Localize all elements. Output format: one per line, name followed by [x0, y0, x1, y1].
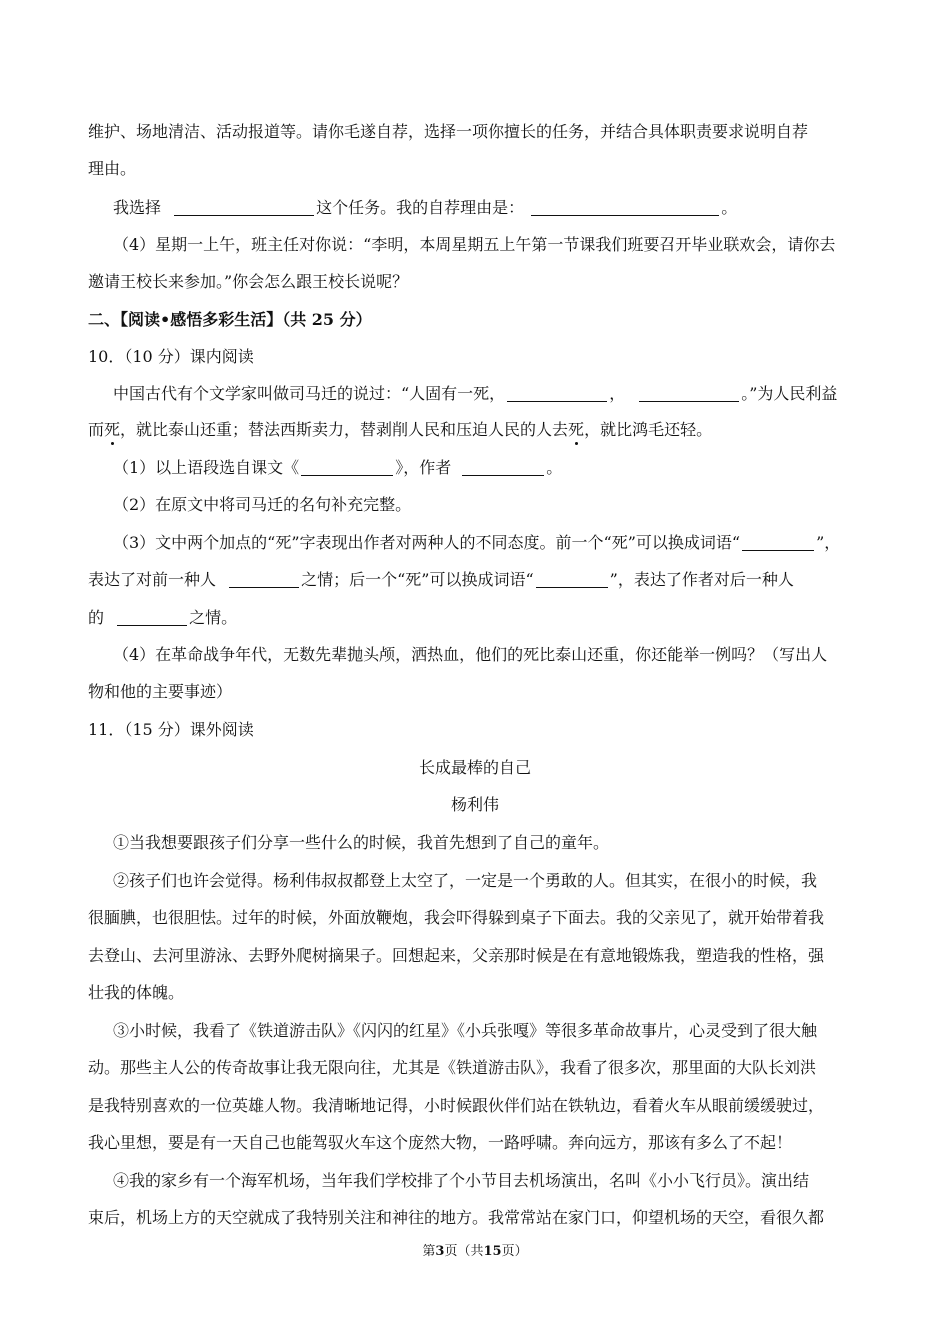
answer-blank[interactable] — [117, 609, 187, 626]
paragraph-line: 动。那些主人公的传奇故事让我无限向往，尤其是《铁道游击队》，我看了很多次，那里面的大队长刘洪 — [88, 1058, 817, 1077]
text-line — [113, 456, 893, 480]
paragraph-line: 去登山、去河里游泳、去野外爬树摘果子。回想起来，父亲那时候是在有意地锻炼我，塑造我的性格，强 — [88, 946, 825, 965]
paragraph-line: ③小时候，我看了《铁道游击队》《闪闪的红星》《小兵张嘎》等很多革命故事片，心灵受到了很大触 — [113, 1021, 818, 1040]
text-fragment: ”，表达了作者对后一种人 — [609, 570, 794, 589]
text-fragment: 的 — [88, 608, 105, 627]
text-line: 邀请王校长来参加。”你会怎么跟王校长说呢？ — [88, 272, 409, 291]
text-line — [88, 568, 868, 592]
page-footer — [0, 1243, 950, 1261]
text-fragment: ， — [609, 384, 626, 403]
text-fragment: 表达了对前一种人 — [88, 570, 217, 589]
section-heading: 二、【阅读•感悟多彩生活】（共 25 分） — [88, 310, 372, 329]
paragraph-line: 壮我的体魄。 — [88, 983, 185, 1002]
text-line: 理由。 — [88, 159, 137, 178]
page-number: 3 — [435, 1244, 445, 1259]
text-line — [88, 418, 868, 442]
paragraph-line: 是我特别喜欢的一位英雄人物。我清晰地记得，小时候跟伙伴们站在铁轨边，看着火车从眼前缓缓驶过， — [88, 1096, 825, 1115]
paragraph-line: ④我的家乡有一个海军机场，当年我们学校排了个小节目去机场演出，名叫《小小飞行员》。演出结 — [113, 1171, 810, 1190]
question-heading: 10．（10 分）课内阅读 — [88, 347, 254, 366]
article-author: 杨利伟 — [450, 795, 499, 814]
text-fragment: （1）以上语段选自课文《 — [113, 458, 300, 477]
text-fragment: ，就比鸿毛还轻。 — [584, 420, 713, 439]
text-fragment: 。 — [546, 458, 563, 477]
emphasis-char: 死 — [568, 420, 585, 439]
text-line: 维护、场地清洁、活动报道等。请你毛遂自荐，选择一项你擅长的任务，并结合具体职责要求说明自荐 — [88, 122, 809, 141]
paragraph-line: ①当我想要跟孩子们分享一些什么的时候，我首先想到了自己的童年。 — [113, 833, 610, 852]
page-total: 15 — [483, 1244, 502, 1259]
text-fragment: ，就比泰山还重；替法西斯卖力，替剥削人民和压迫人民的人去 — [120, 420, 569, 439]
answer-blank[interactable] — [507, 385, 607, 402]
paragraph-line: 我心里想，要是有一天自己也能驾驭火车这个庞然大物，一路呼啸。奔向远方，那该有多么了不起！ — [88, 1133, 793, 1152]
text-fragment: 。”为人民利益 — [741, 384, 838, 403]
paragraph-line: 很腼腆，也很胆怯。过年的时候，外面放鞭炮，我会吓得躲到桌子下面去。我的父亲见了，就开始带着我 — [88, 908, 825, 927]
answer-blank[interactable] — [639, 385, 739, 402]
footer-text: 第 — [422, 1244, 436, 1259]
text-line — [113, 531, 893, 555]
text-fragment: 我选择 — [113, 198, 162, 217]
text-line — [88, 606, 868, 630]
text-fragment: 这个任务。我的自荐理由是： — [316, 198, 525, 217]
text-line — [113, 196, 893, 220]
answer-blank[interactable] — [531, 199, 719, 216]
text-fragment: 。 — [721, 198, 738, 217]
paragraph-line: ②孩子们也许会觉得。杨利伟叔叔都登上太空了，一定是一个勇敢的人。但其实，在很小的时候，我 — [113, 871, 818, 890]
text-line: （2）在原文中将司马迁的名句补充完整。 — [113, 495, 412, 514]
article-title: 长成最棒的自己 — [418, 758, 531, 777]
answer-blank[interactable] — [462, 459, 544, 476]
text-fragment: 》，作者 — [395, 458, 452, 477]
text-line: （4）星期一上午，班主任对你说：“李明，本周星期五上午第一节课我们班要召开毕业联欢会，请你去 — [113, 235, 836, 254]
answer-blank[interactable] — [301, 459, 393, 476]
question-heading: 11．（15 分）课外阅读 — [88, 720, 254, 739]
footer-text: 页） — [501, 1244, 528, 1259]
text-fragment: （3）文中两个加点的“死”字表现出作者对两种人的不同态度。前一个“死”可以换成词语“ — [113, 533, 741, 552]
text-fragment: 之情；后一个“死”可以换成词语“ — [301, 570, 534, 589]
text-fragment: 而 — [88, 420, 105, 439]
answer-blank[interactable] — [742, 534, 814, 551]
text-fragment: 中国古代有个文学家叫做司马迁的说过：“人固有一死， — [113, 384, 506, 403]
text-line — [113, 382, 893, 406]
emphasis-char: 死 — [104, 420, 121, 439]
answer-blank[interactable] — [174, 199, 314, 216]
footer-text: 页（共 — [444, 1244, 484, 1259]
answer-blank[interactable] — [536, 571, 608, 588]
text-fragment: ”， — [816, 533, 841, 552]
text-line: 物和他的主要事迹） — [88, 682, 233, 701]
paragraph-line: 束后，机场上方的天空就成了我特别关注和神往的地方。我常常站在家门口，仰望机场的天空，看很久都 — [88, 1208, 825, 1227]
answer-blank[interactable] — [229, 571, 299, 588]
text-fragment: 之情。 — [189, 608, 238, 627]
text-line: （4）在革命战争年代，无数先辈抛头颅，洒热血，他们的死比泰山还重，你还能举一例吗？（写出人 — [113, 645, 828, 664]
